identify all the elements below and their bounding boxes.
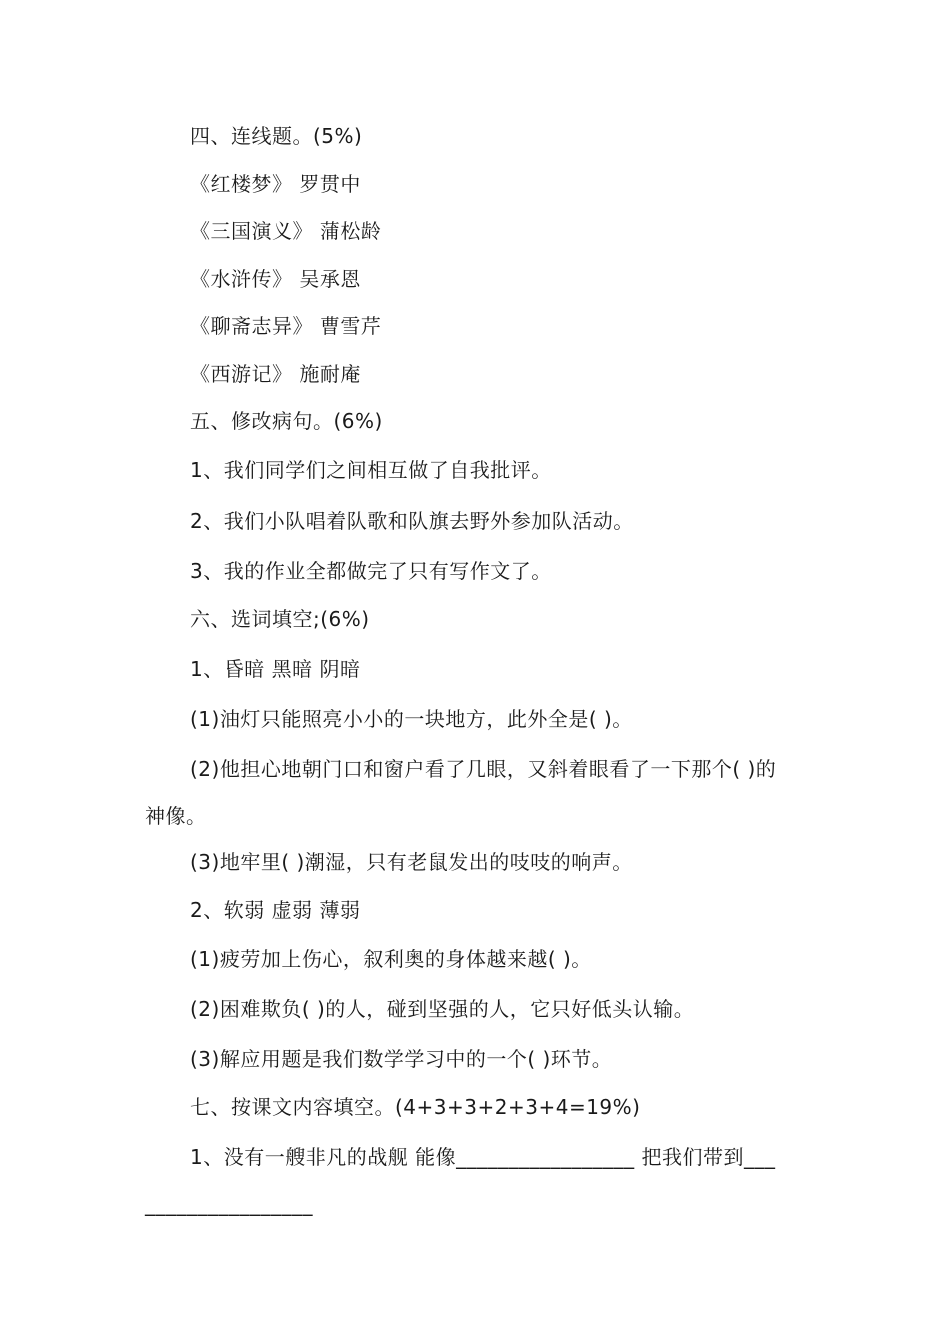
sentence-item-1: 1、我们同学们之间相互做了自我批评。 xyxy=(190,458,552,482)
section-heading-6: 六、选词填空;(6%) xyxy=(190,607,370,631)
matching-item-4: 《聊斋志异》 曹雪芹 xyxy=(190,314,382,338)
fill-blank-item: (2)困难欺负( )的人，碰到坚强的人，它只好低头认输。 xyxy=(190,997,695,1021)
sentence-item-3: 3、我的作业全都做完了只有写作文了。 xyxy=(190,559,552,583)
fill-blank-item: (2)他担心地朝门口和窗户看了几眼，又斜着眼看了一下那个( )的 xyxy=(190,757,777,781)
matching-item-1: 《红楼梦》 罗贯中 xyxy=(190,172,361,196)
section-heading-5: 五、修改病句。(6%) xyxy=(190,409,383,433)
section-heading-4: 四、连线题。(5%) xyxy=(190,124,363,148)
word-choice-group-1: 1、昏暗 黑暗 阴暗 xyxy=(190,657,361,681)
fill-blank-item: (3)地牢里( )潮湿，只有老鼠发出的吱吱的响声。 xyxy=(190,850,633,874)
matching-item-2: 《三国演义》 蒲松龄 xyxy=(190,219,382,243)
fill-blank-item: (1)油灯只能照亮小小的一块地方，此外全是( )。 xyxy=(190,707,633,731)
matching-item-5: 《西游记》 施耐庵 xyxy=(190,362,361,386)
matching-item-3: 《水浒传》 吴承恩 xyxy=(190,267,361,291)
sentence-item-2: 2、我们小队唱着队歌和队旗去野外参加队活动。 xyxy=(190,509,634,533)
section-heading-7: 七、按课文内容填空。(4+3+3+2+3+4=19%) xyxy=(190,1095,641,1119)
text-fill-item-1: 1、没有一艘非凡的战舰 能像_________________ 把我们带到___ xyxy=(190,1145,776,1169)
fill-blank-item: (1)疲劳加上伤心，叙利奥的身体越来越( )。 xyxy=(190,947,592,971)
word-choice-group-2: 2、软弱 虚弱 薄弱 xyxy=(190,898,361,922)
fill-blank-item: (3)解应用题是我们数学学习中的一个( )环节。 xyxy=(190,1047,613,1071)
text-fill-continuation: ________________ xyxy=(145,1192,313,1216)
fill-blank-continuation: 神像。 xyxy=(145,804,207,828)
